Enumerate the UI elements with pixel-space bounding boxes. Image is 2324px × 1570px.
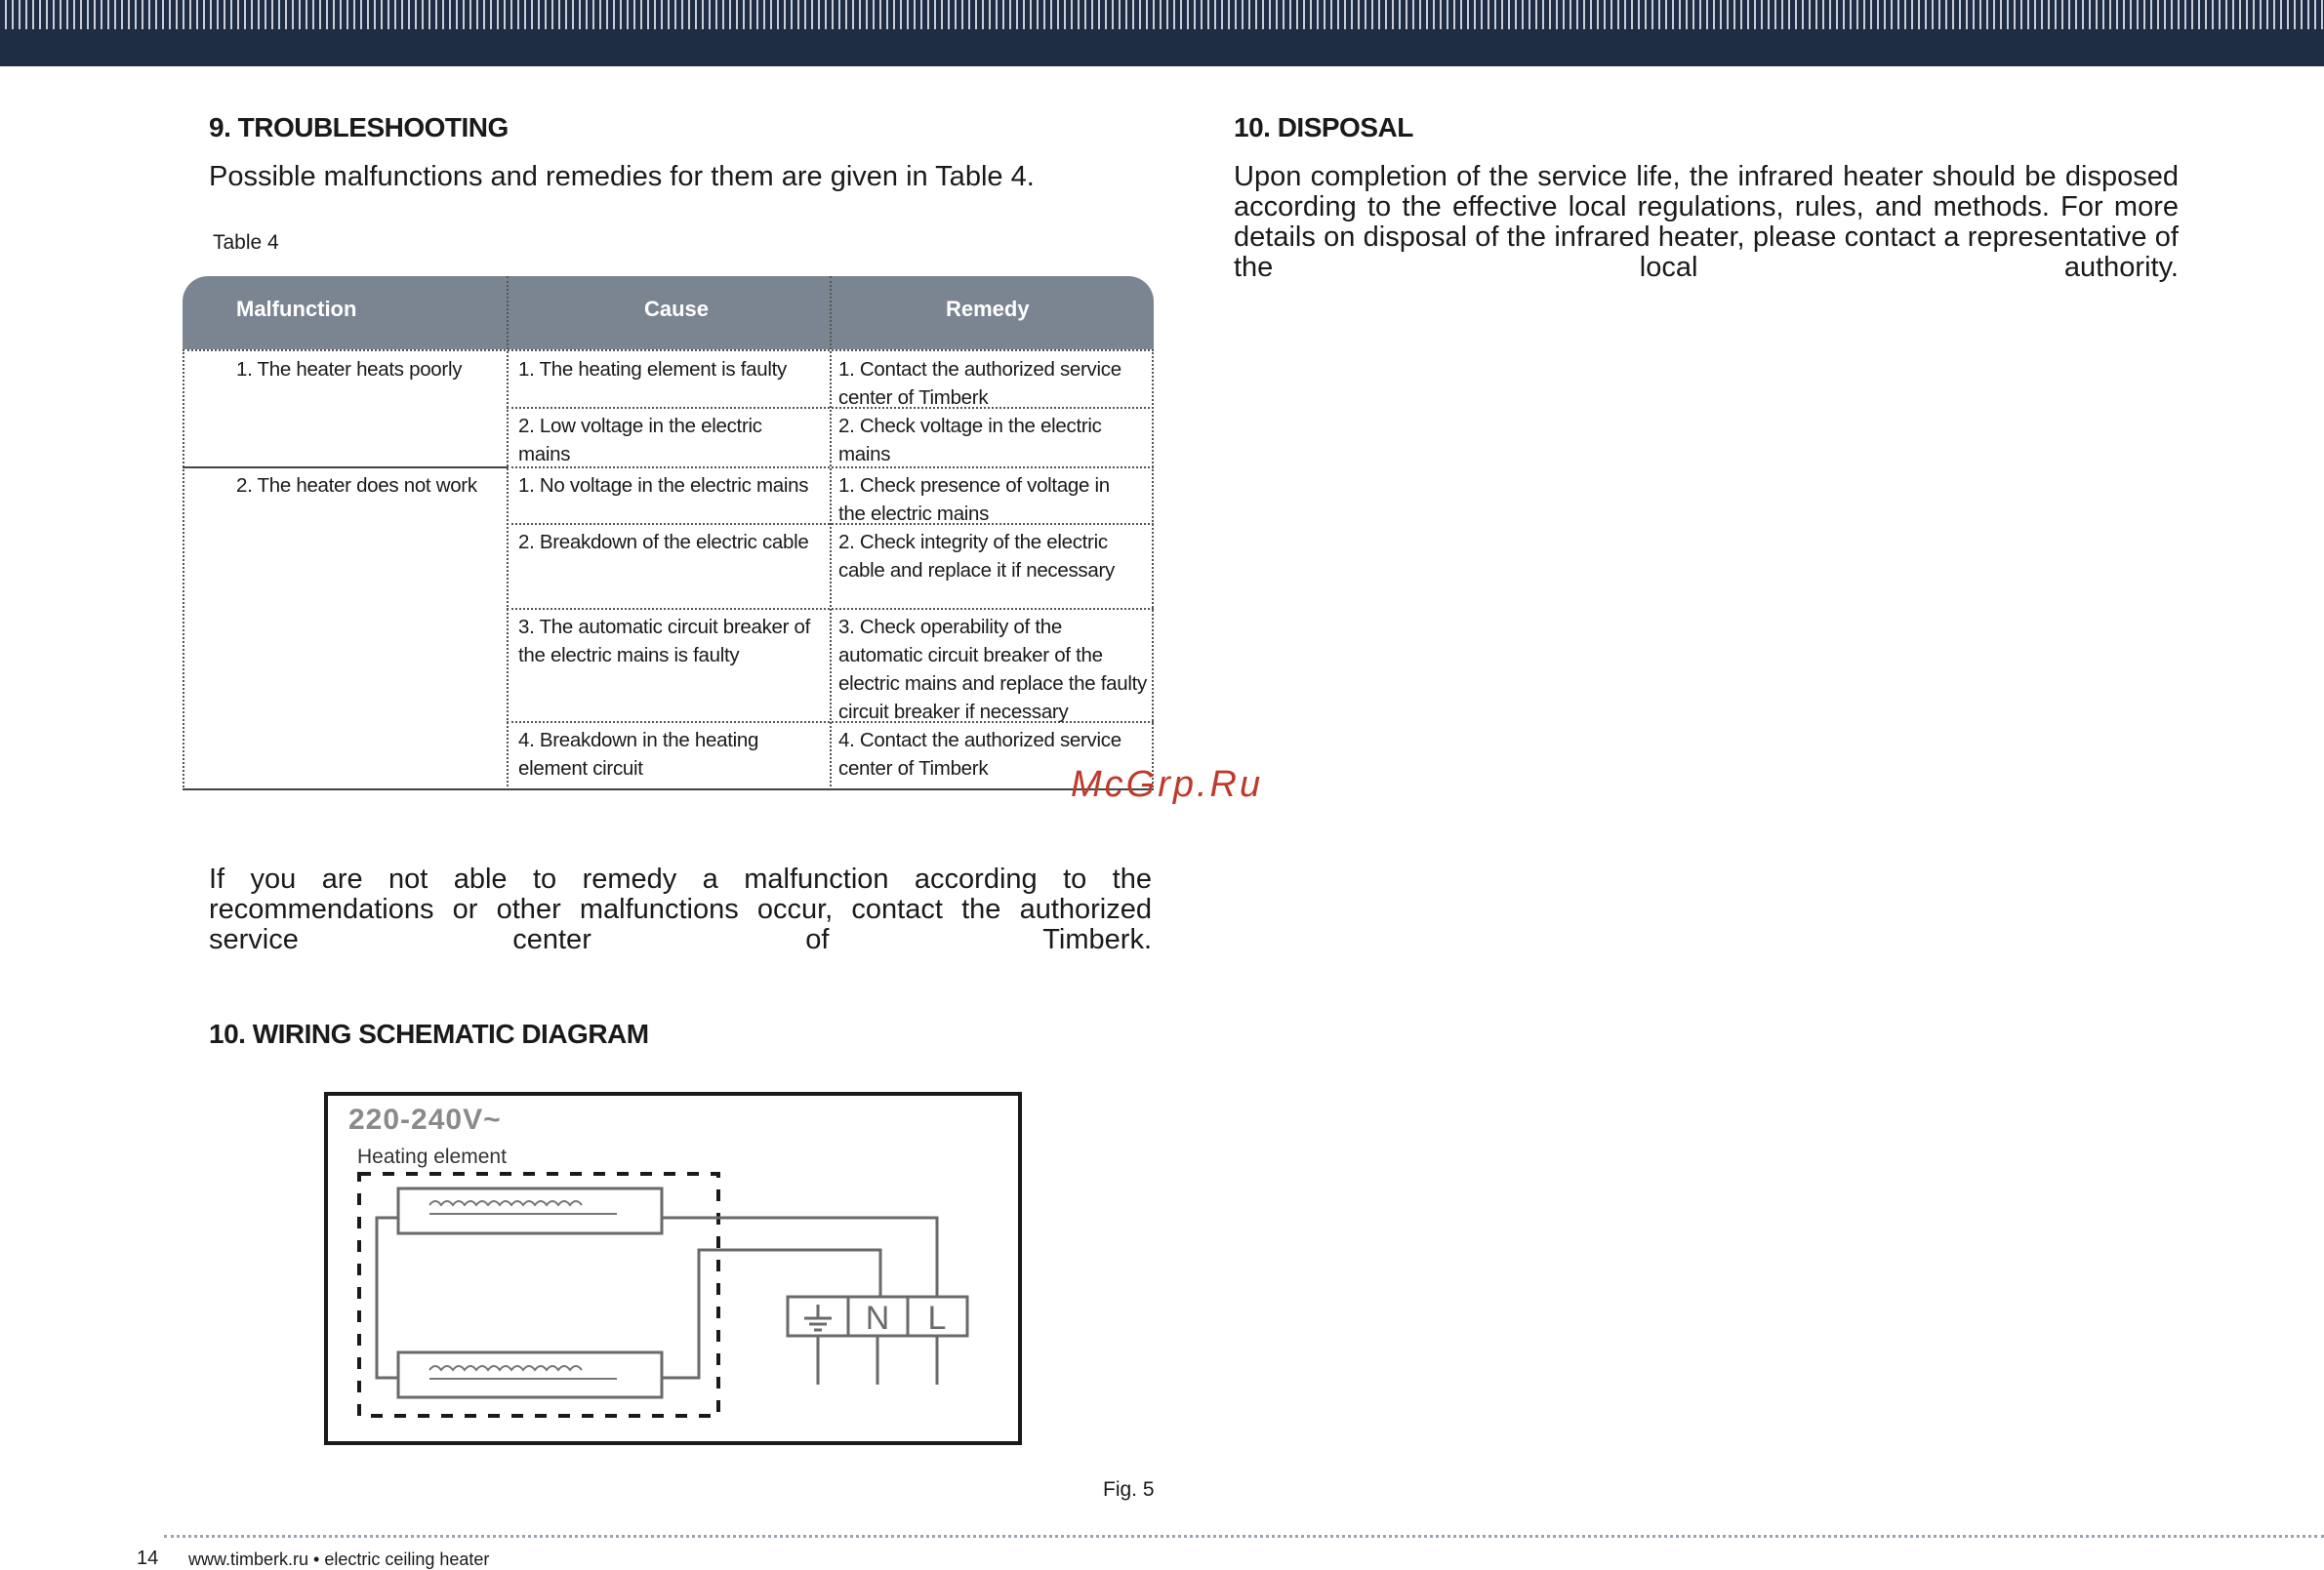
wire-link [377,1218,398,1378]
table-cell-cause: 1. The heating element is faulty [518,358,787,381]
disposal-title: 10. DISPOSAL [1234,112,1413,142]
header-bar [0,0,2324,66]
header-stripes [0,0,2324,29]
disposal-text: Upon completion of the service life, the infrared heater should be disposed according to the effective local regulations, rules, and methods. For more details on disposal of the infrared heater, please contact a representative of the local authority. [1234,161,2179,283]
terminal-n-label: N [865,1300,890,1337]
watermark: McGrp.Ru [1071,764,1264,805]
troubleshooting-intro: Possible malfunctions and remedies for them are given in Table 4. [209,161,1035,192]
table-cell-malfunction: 2. The heater does not work [236,474,477,497]
table-cell-remedy: 3. Check operability of the automatic circuit breaker of the electric mains and replace the faulty circuit breaker if necessary [838,616,1147,723]
table-cell-remedy: 1. Check presence of voltage in the electric mains [838,474,1110,525]
troubleshooting-table [183,276,1154,790]
terminal-l-label: L [927,1300,947,1337]
col-divider [507,276,509,790]
footer-divider [164,1535,2324,1538]
row-divider [183,349,1154,351]
voltage-label: 220-240V~ [348,1104,502,1136]
table-cell-cause: 4. Breakdown in the heating element circuit [518,729,759,780]
wiring-title: 10. WIRING SCHEMATIC DIAGRAM [209,1019,649,1049]
table-cell-remedy: 1. Contact the authorized service center of Timberk [838,358,1121,409]
table-cell-remedy: 2. Check integrity of the electric cable and replace it if necessary [838,531,1115,582]
heating-element-bottom [398,1352,662,1397]
wiring-schematic [324,1092,1022,1445]
row-divider [507,608,1154,610]
footer-text: www.timberk.ru • electric ceiling heater [188,1550,490,1569]
table-cell-cause: 2. Low voltage in the electric mains [518,415,762,465]
table-right-border [1152,349,1154,790]
heating-element-label: Heating element [357,1146,507,1168]
wire-l [662,1218,937,1297]
table-cell-cause: 1. No voltage in the electric mains [518,474,809,497]
table-cell-cause: 3. The automatic circuit breaker of the electric mains is faulty [518,616,811,666]
table-bottom-border [183,788,1154,790]
troubleshooting-note: If you are not able to remedy a malfunction according to the recommendations or other malfunctions occur, contact the authorized service center of Timberk. [209,864,1152,955]
header-remedy: Remedy [946,297,1030,321]
heating-coil-top [429,1201,582,1205]
header-cause: Cause [644,297,710,321]
header-malfunction: Malfunction [236,297,357,321]
table-cell-remedy: 2. Check voltage in the electric mains [838,415,1102,465]
page-number: 14 [137,1548,159,1569]
troubleshooting-title: 9. TROUBLESHOOTING [209,112,509,142]
table-cell-malfunction: 1. The heater heats poorly [236,358,463,381]
table-left-border [183,349,184,790]
heating-element-top [398,1188,662,1233]
table-label: Table 4 [213,231,279,254]
col-divider [830,276,832,790]
heating-coil-bottom [429,1366,582,1370]
group-divider [183,466,507,468]
table-cell-remedy: 4. Contact the authorized service center of Timberk [838,729,1121,780]
fig-label: Fig. 5 [1103,1478,1155,1501]
table-cell-cause: 2. Breakdown of the electric cable [518,531,809,553]
